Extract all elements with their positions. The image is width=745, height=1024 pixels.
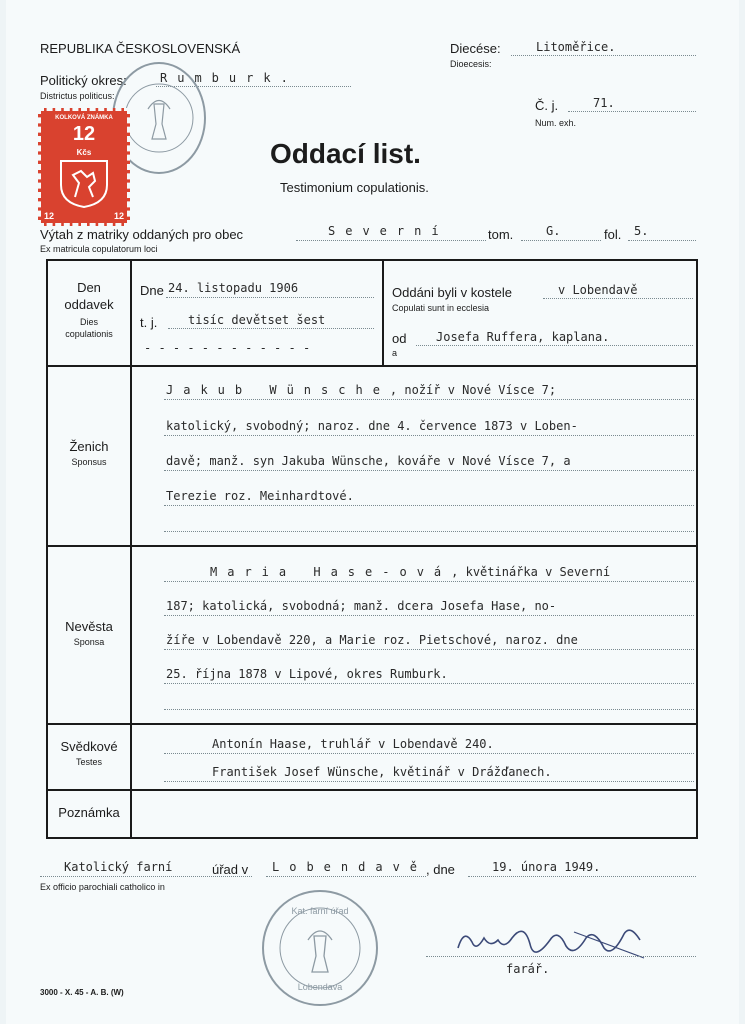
by-label-latin: a [392, 348, 398, 358]
tom-value: G. [546, 224, 561, 238]
number-label-latin: Num. exh. [535, 118, 577, 128]
tj-label: t. j. [140, 315, 158, 330]
priest-signature [454, 918, 654, 968]
fiscal-stamp-value: 12 [72, 123, 96, 145]
extract-label-latin: Ex matricula copulatorum loci [40, 244, 158, 254]
farar-label: farář. [506, 962, 550, 976]
certificate-paper [6, 0, 739, 1024]
office-latin: Ex officio parochiali catholico in [40, 882, 165, 892]
footer-dne-label: , dne [426, 862, 455, 877]
diocese-label: Diecése: [450, 41, 501, 56]
bride-line-1-rest: , květinářka v Severní [451, 565, 611, 579]
bride-line-2: 187; katolická, svobodná; manž. dcera Josefa Hase, no- [166, 599, 557, 613]
officiant-value: Josefa Ruffera, kaplana. [436, 330, 610, 344]
wedding-date-label: Den oddavek [64, 280, 114, 312]
date-dash-line: - - - - - - - - - - - - [144, 341, 311, 355]
district-label-latin: Districtus politicus: [40, 91, 115, 101]
fiscal-corner-right: 12 [113, 211, 124, 221]
document-subtitle: Testimonium copulationis. [280, 180, 429, 195]
parish-seal-bottom [262, 890, 378, 1006]
number-value: 71. [593, 96, 615, 110]
church-label-latin: Copulati sunt in ecclesia [392, 303, 490, 313]
groom-name: Jakub Wünsche [166, 383, 390, 397]
record-table [46, 259, 698, 839]
bride-label: Nevěsta [65, 619, 113, 634]
seal-text-bottom: Lobendava [297, 982, 343, 992]
lion-emblem-icon [57, 159, 111, 209]
groom-label: Ženich [69, 439, 109, 454]
witness-line-1: Antonín Haase, truhlář v Lobendavě 240. [212, 737, 494, 751]
document-title: Oddací list. [270, 138, 421, 169]
bride-line-3: žíře v Lobendavě 220, a Marie roz. Pietschové, naroz. dne [166, 633, 578, 647]
office-place: Lobendavě [272, 860, 428, 874]
diocese-value: Litoměřice. [536, 40, 616, 54]
note-label-cell [48, 805, 130, 820]
by-label: od [392, 331, 407, 346]
dne-label: Dne [140, 283, 164, 298]
witnesses-label-latin: Testes [75, 757, 102, 767]
fol-value: 5. [634, 224, 649, 238]
seal-text-top: Kat. farní úřad [291, 906, 349, 916]
number-label: Č. j. [535, 98, 559, 113]
fiscal-revenue-stamp [38, 108, 130, 226]
bride-name: Maria Hase-ová [210, 565, 452, 579]
church-label: Oddáni byli v kostele [392, 285, 512, 300]
groom-label-cell [48, 439, 130, 467]
tom-label: tom. [488, 227, 514, 242]
republic-heading: REPUBLIKA ČESKOSLOVENSKÁ [40, 41, 241, 56]
bride-line-4: 25. října 1878 v Lipové, okres Rumburk. [166, 667, 448, 681]
extract-label: Výtah z matriky oddaných pro obec [40, 227, 244, 242]
office-mid: úřad v [212, 862, 249, 877]
note-label: Poznámka [58, 805, 120, 820]
footer-date: 19. února 1949. [492, 860, 601, 874]
print-code: 3000 - X. 45 - A. B. (W) [40, 988, 124, 997]
groom-line-2: katolický, svobodný; naroz. dne 4. července 1873 v Loben- [166, 419, 578, 433]
groom-line-3: davě; manž. syn Jakuba Wünsche, kováře v Nové Vísce 7, a [166, 454, 571, 468]
wedding-date-label-cell [48, 279, 130, 340]
bride-label-cell [48, 619, 130, 647]
wedding-date-words: tisíc devětset šest [188, 313, 326, 327]
bride-label-latin: Sponsa [73, 637, 105, 647]
wedding-date: 24. listopadu 1906 [168, 281, 299, 295]
witnesses-label: Svědkové [60, 739, 118, 754]
wedding-date-label-latin: Dies copulationis [65, 317, 113, 339]
groom-line-1-rest: , nožíř v Nové Vísce 7; [389, 383, 557, 397]
office-prefix: Katolický farní [64, 860, 173, 874]
groom-label-latin: Sponsus [71, 457, 107, 467]
fiscal-stamp-caption: KOLKOVÁ ZNÁMKA [55, 115, 113, 121]
extract-village: Severní [328, 224, 449, 238]
fiscal-stamp-currency: Kčs [76, 148, 92, 157]
district-value: Rumburk. [160, 71, 298, 85]
groom-line-1 [166, 383, 556, 397]
district-label: Politický okres: [40, 73, 127, 88]
bride-line-1 [210, 565, 610, 579]
witness-line-2: František Josef Wünsche, květinář v Drážďanech. [212, 765, 552, 779]
witnesses-label-cell [48, 739, 130, 767]
church-value: v Lobendavě [558, 283, 638, 297]
groom-line-4: Terezie roz. Meinhardtové. [166, 489, 354, 503]
diocese-label-latin: Dioecesis: [450, 59, 492, 69]
fiscal-corner-left: 12 [44, 211, 55, 221]
fol-label: fol. [604, 227, 622, 242]
